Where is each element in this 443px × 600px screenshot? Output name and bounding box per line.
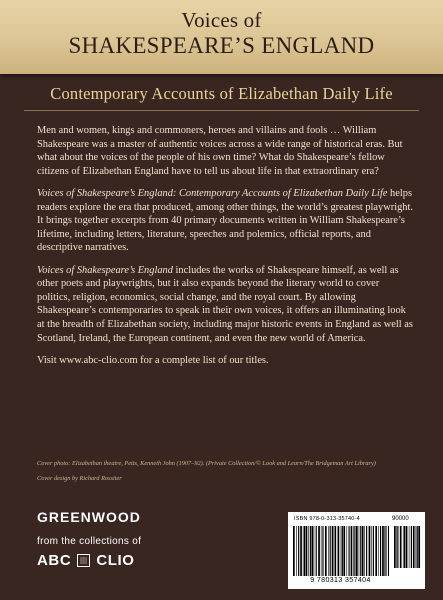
logo-clio-text: CLIO [96,551,135,569]
description-paragraph-3 [37,264,415,346]
barcode-bar [321,526,322,576]
barcode-bar [417,526,418,568]
website-note: Visit www.abc-clio.com for a complete list of our titles. [37,354,269,366]
book-title-italic: Voices of Shakespeare’s England [37,264,173,276]
barcode-bar [397,526,398,568]
barcode-bar [382,526,384,576]
barcode-bar [298,526,299,576]
barcode-bar [385,526,386,576]
barcode-bar [369,526,371,576]
barcode-bar [342,526,343,576]
barcode-bar [380,526,381,576]
barcode-bar [394,526,396,568]
book-title-line1: Voices of [181,8,262,32]
paragraph-text: helps readers explore the era that produced, among other things, the world’s greatest playwright. It brings together excerpts from 40 primary documents written in William Shakespeare’s lifetime, including letters, literature, speeches and polemics, official reports, and descriptive narratives. [37,187,413,254]
description-paragraph-2 [37,187,415,255]
barcode-bar [418,526,420,568]
barcode-bar [328,526,329,576]
price-code: 90000 [392,516,409,522]
barcode-bar [388,526,389,576]
title-banner [0,0,443,74]
barcode-bar [338,526,340,576]
barcode-bar [413,526,415,568]
barcode-bar [341,526,342,576]
barcode-bar [378,526,379,576]
barcode-bar [354,526,355,576]
description-paragraph-1: Men and women, kings and commoners, heroes and villains and fools … William Shakespeare was a master of authentic voices across a wide range of historical eras. But what about the voices of the people of his own time? What do Shakespeare’s fellow citizens of Elizabethan England have to tell us about life in that extraordinary era? [37,125,403,177]
barcode-bar [296,526,297,576]
logo-square-icon [77,554,90,567]
barcode-bar [359,526,360,576]
barcode-bar [353,526,354,576]
barcode-bar [306,526,308,576]
barcode-bar [371,526,372,576]
barcode-bar [335,526,336,576]
barcode-bar [325,526,327,576]
cover-design-credit: Cover design by Richard Rossiter [37,475,122,482]
barcode-bar [364,526,365,576]
barcode-bar [411,526,412,568]
barcode-digits: 9 780313 357404 [310,577,371,584]
publisher-logo-greenwood: GREENWOOD [37,509,141,525]
barcode-bar [349,526,350,576]
book-title-italic: Voices of Shakespeare’s England: Contemporary Accounts of Elizabethan Daily Life [37,187,388,199]
barcode-bar [409,526,410,568]
book-title-line2: SHAKESPEARE’S ENGLAND [68,33,375,58]
barcode-bar [314,526,315,576]
barcode-addon-bars-icon [394,526,421,568]
isbn-label: ISBN 978-0-313-35740-4 [294,516,360,522]
barcode-bar [373,526,374,576]
barcode-bar [347,526,348,576]
divider [24,110,419,111]
abc-clio-logo [37,551,135,569]
barcode-bar [293,526,295,576]
barcode-bar [403,526,404,568]
barcode-bar [303,526,304,576]
paragraph-text: includes the works of Shakespeare himself, as well as other poets and playwrights, but it also expands beyond the literary world to cover politics, religion, economics, social change, and the royal court. By allowing Shakespeare’s contemporaries to speak in their own voices, it offers an illuminating look at the breadth of Elizabethan society, including major historic events in England as well as Scotland, Ireland, the European continent, and even the new world of America. [37,264,413,344]
barcode-bar [310,526,311,576]
barcode-bar [318,526,320,576]
barcode-bar [332,526,334,576]
barcode-bar [416,526,417,568]
barcode-bar [362,526,364,576]
barcode-bar [396,526,397,568]
barcode-bar [316,526,317,576]
barcode-bar [304,526,305,576]
barcode-bar [322,526,323,576]
barcode-bar [308,526,309,576]
barcode-bar [330,526,331,576]
barcode-bar [400,526,402,568]
description [37,124,415,376]
barcode-bar [375,526,377,576]
barcode-bar [366,526,367,576]
barcode [288,512,425,589]
cover-photo-credit: Cover photo: Elizabethan theatre, Petts, Kenneth John (1907–92). (Private Collection/© Look and Learn/The Bridgeman Art Library) [37,460,376,467]
barcode-bar [351,526,353,576]
barcode-bar [406,526,408,568]
barcode-bar [384,526,385,576]
barcode-bar [360,526,361,576]
barcode-bar [356,526,358,576]
barcode-bar [343,526,345,576]
barcode-bars-icon [293,526,389,576]
collections-label: from the collections of [37,536,142,547]
book-subtitle: Contemporary Accounts of Elizabethan Daily Life [50,84,393,103]
barcode-bar [334,526,335,576]
logo-abc-text: ABC [37,551,72,569]
credits [37,459,417,489]
barcode-bar [311,526,313,576]
barcode-bar [404,526,405,568]
barcode-bar [300,526,302,576]
